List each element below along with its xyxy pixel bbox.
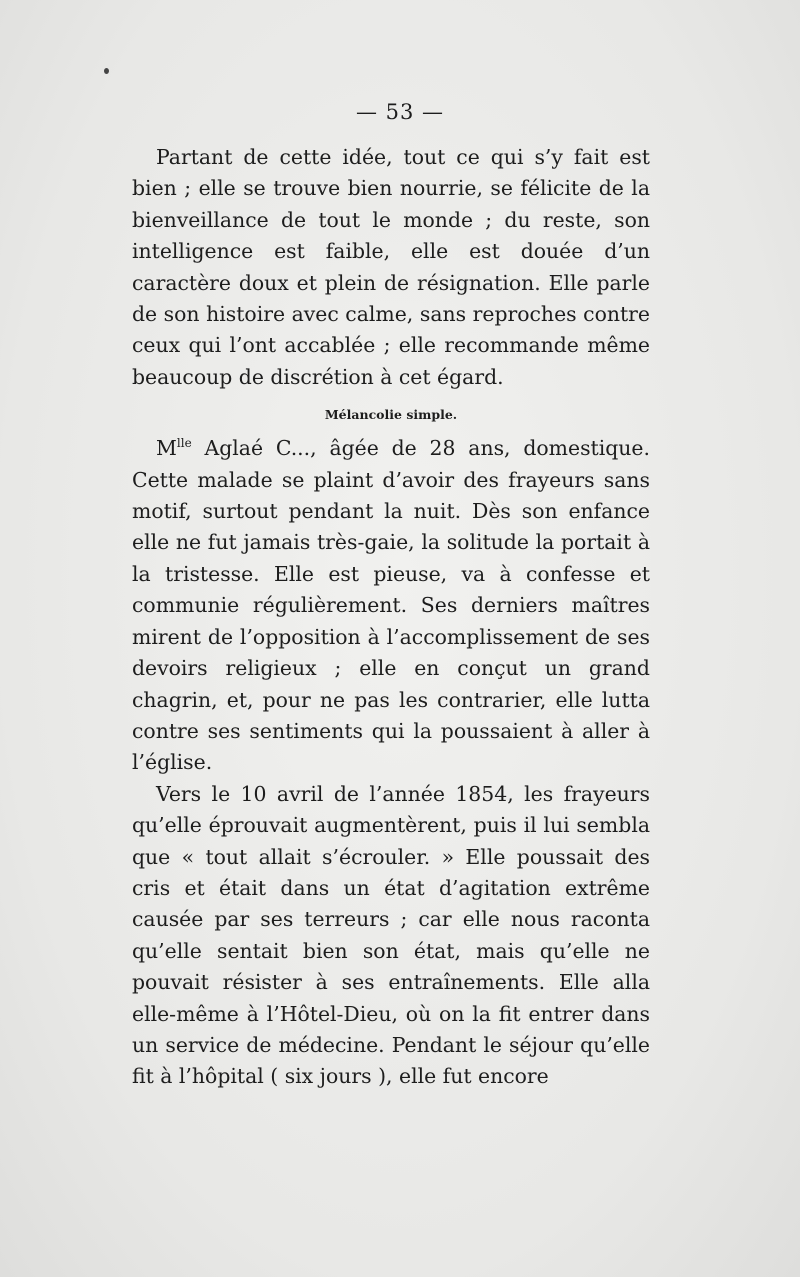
title-abbrev: M [156, 436, 177, 461]
body-text [132, 142, 650, 1093]
paragraph-1: Partant de cette idée, tout ce qui s’y fait est bien ; elle se trouve bien nourrie, se félicite de la bienveillance de tout le monde ; du reste, son intelligence est faible, elle est douée d’un caractère doux et plein de résignation. Elle parle de son histoire avec calme, sans reproches contre ceux qui l’ont accablée ; elle recommande même beaucoup de discrétion à cet égard. [132, 145, 650, 389]
paragraph-2-text: Aglaé C..., âgée de 28 ans, domestique. Cette malade se plaint d’avoir des frayeurs sans motif, surtout pendant la nuit. Dès son enfance elle ne fut jamais très-gaie, la solitude la portait à la tristesse. Elle est pieuse, va à confesse et communie régulièrement. Ses derniers maîtres mirent de l’opposition à l’accomplissement de ses devoirs religieux ; elle en conçut un grand chagrin, et, pour ne pas les contrarier, elle lutta contre ses sentiments qui la poussaient à aller à l’église. [132, 436, 650, 775]
paragraph-2 [132, 433, 650, 778]
paragraph-3: Vers le 10 avril de l’année 1854, les frayeurs qu’elle éprouvait augmentèrent, puis il lui sembla que « tout allait s’écrouler. » Elle poussait des cris et était dans un état d’agitation extrême causée par ses terreurs ; car elle nous raconta qu’elle sentait bien son état, mais qu’elle ne pouvait résister à ses entraînements. Elle alla elle-même à l’Hôtel-Dieu, où on la fit entrer dans un service de médecine. Pendant le séjour qu’elle fit à l’hôpital ( six jours ), elle fut encore [132, 781, 650, 1089]
title-abbrev-sup: lle [176, 436, 192, 451]
ink-speck [104, 68, 109, 74]
page-number: — 53 — [355, 100, 445, 124]
section-heading: Mélancolie simple. [324, 407, 458, 423]
